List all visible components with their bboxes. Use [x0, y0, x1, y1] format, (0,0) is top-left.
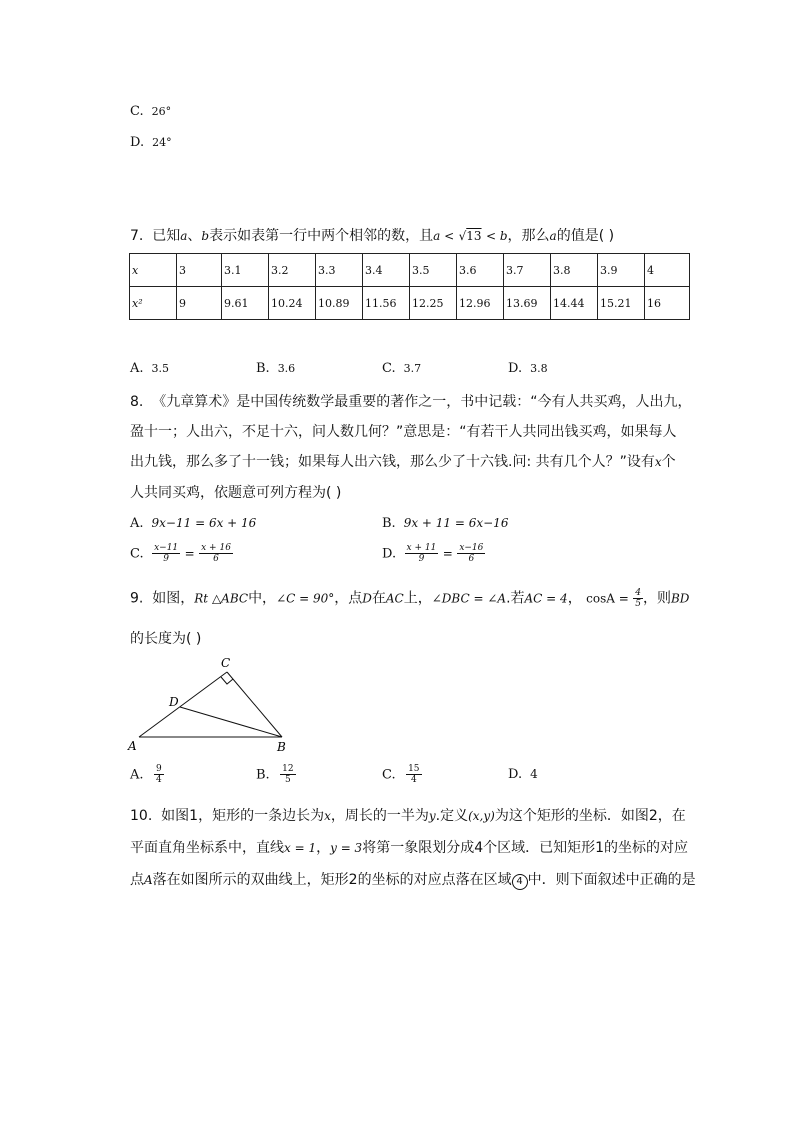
q8-option-d [382, 543, 485, 564]
table-cell: 3.5 [410, 254, 457, 287]
sqrt-symbol: √ [458, 229, 467, 243]
table-cell: 10.24 [269, 287, 316, 320]
denominator: 4 [410, 775, 417, 785]
label-b: B [277, 740, 286, 754]
q7-text: 的值是( ) [556, 228, 615, 244]
ac-value: AC = 4 [524, 591, 568, 606]
inequality-left: a < [433, 229, 455, 243]
q8-line-4: 人共同买鸡，依题意可列方程为( ) [130, 485, 342, 501]
q9-text: 中， [248, 590, 277, 607]
table-cell: 4 [645, 254, 690, 287]
denominator: 5 [635, 599, 641, 609]
q9-text: ，点 [334, 590, 363, 607]
fraction [405, 543, 439, 564]
table-cell: 3.6 [457, 254, 504, 287]
table-cell: 3.4 [363, 254, 410, 287]
option-value: 9x−11 = 6x + 16 [151, 516, 257, 530]
q9-text: ，则 [642, 590, 671, 607]
table-row [130, 254, 690, 287]
numerator: x−11 [154, 543, 179, 553]
option-label: D. [508, 361, 523, 376]
denominator: 6 [468, 554, 475, 564]
q10-text: 将第一象限划分成4个区域．已知矩形1的坐标的对应 [362, 840, 689, 856]
q9-line-2: 的长度为( ) [130, 631, 202, 647]
table-cell: 3.7 [504, 254, 551, 287]
q7-text: ，那么 [507, 228, 550, 244]
table-cell: 3.3 [316, 254, 363, 287]
q9-option-b [256, 764, 296, 785]
q9-option-c [382, 764, 422, 785]
var-a: a [180, 229, 188, 243]
squares-table [129, 253, 690, 320]
question-number: 9. [130, 590, 144, 607]
denominator: 6 [213, 554, 219, 564]
label-a: A [128, 739, 137, 753]
option-label: A. [130, 767, 144, 783]
q9-option-d [508, 766, 538, 782]
option-label: B. [256, 767, 270, 783]
option-label: D. [508, 767, 523, 782]
numerator: x + 16 [201, 543, 231, 553]
q8-text: 个 [661, 454, 676, 470]
q8-line-2: 盈十一；人出六，不足十六，问人数几何？”意思是：“有若干人共同出钱买鸡，如果每人 [130, 424, 677, 440]
q7-option-b [256, 360, 295, 376]
var-x: x [324, 809, 331, 823]
denominator: 9 [418, 554, 425, 564]
var-y: y [428, 809, 436, 823]
q9-text: ， [567, 590, 582, 607]
side-ac [139, 672, 227, 737]
denominator: 9 [163, 554, 169, 564]
sqrt-value: 13 [466, 229, 482, 243]
q10-line-2 [130, 838, 688, 858]
option-label: A. [130, 516, 144, 531]
fraction [280, 764, 295, 785]
q7-option-d [508, 360, 548, 376]
triangle-name: Rt △ABC [194, 591, 249, 606]
q8-text: 《九章算术》是中国传统数学最重要的著作之一，书中记载：“今有人共买鸡，人出九， [152, 394, 692, 410]
option-value: 3.8 [530, 362, 548, 375]
numerator: 12 [282, 764, 294, 774]
numerator: 15 [408, 764, 420, 774]
q10-text: ，周长的一半为 [330, 808, 429, 824]
option-value: 4 [530, 767, 538, 781]
var-x: x [654, 455, 662, 469]
numerator: x−16 [459, 543, 484, 553]
q10-text: 点 [130, 872, 144, 888]
q9-text: 上， [403, 590, 432, 607]
q9-text: 在 [371, 590, 386, 607]
option-label: B. [382, 516, 396, 531]
inequality-right: < b [485, 229, 508, 243]
numerator: 9 [155, 764, 162, 774]
q10-text: 如图1，矩形的一条边长为 [161, 808, 325, 824]
equals: = [184, 546, 195, 561]
table-cell: 3.8 [551, 254, 598, 287]
denominator: 4 [155, 775, 162, 785]
q7-option-a [130, 360, 169, 376]
fraction [457, 543, 485, 564]
equals: = [442, 546, 453, 561]
label-d: D [169, 695, 179, 709]
right-angle-mark [221, 677, 233, 684]
q6-option-c [130, 103, 171, 119]
q10-line-1 [130, 806, 686, 826]
cos-a: cosA = [586, 591, 629, 606]
denominator: 5 [285, 775, 291, 785]
q8-option-c [130, 543, 233, 564]
question-number: 7. [130, 228, 144, 244]
question-number: 10. [130, 808, 153, 824]
q10-text: .定义 [435, 808, 469, 824]
segment-bd: BD [670, 591, 690, 606]
table-cell: 12.96 [457, 287, 504, 320]
table-cell: 14.44 [551, 287, 598, 320]
q9-option-a [130, 764, 164, 785]
table-cell: 3 [177, 254, 222, 287]
side-bc [227, 672, 282, 737]
option-label: A. [130, 361, 144, 376]
var-b: b [201, 229, 210, 243]
q9-stem [130, 588, 689, 609]
option-label: C. [130, 546, 144, 562]
table-cell: 13.69 [504, 287, 551, 320]
table-cell: x [130, 254, 177, 287]
q7-option-c [382, 360, 421, 376]
q8-line-3 [130, 452, 676, 472]
q10-line-3 [130, 870, 696, 890]
q8-line-1 [130, 392, 692, 412]
angle-dbc: ∠DBC = ∠A [431, 591, 507, 606]
q8-text: 出九钱，那么多了十一钱；如果每人出六钱，那么少了十六钱.问: 共有几个人？”设有 [130, 454, 655, 470]
q7-text: 已知 [152, 228, 181, 244]
segment-ac: AC [385, 591, 404, 606]
option-value: 3.6 [277, 362, 296, 375]
option-label: C. [382, 767, 396, 783]
q7-stem [130, 226, 614, 246]
region-circle-icon: 4 [512, 874, 528, 890]
numerator: 4 [635, 588, 641, 598]
q10-text: 为这个矩形的坐标．如图2，在 [494, 808, 686, 824]
q6-option-d [130, 134, 172, 150]
q10-text: 平面直角坐标系中，直线 [130, 840, 284, 856]
table-cell: 10.89 [316, 287, 363, 320]
option-value: 26° [151, 105, 172, 118]
q10-text: 落在如图所示的双曲线上，矩形2的坐标的对应点落在区域 [152, 872, 512, 888]
var-a: a [549, 229, 557, 243]
table-cell: 12.25 [410, 287, 457, 320]
line-y-3: y = 3 [330, 841, 363, 855]
q9-text: 如图， [152, 590, 195, 607]
question-number: 8. [130, 394, 144, 410]
option-label: D. [130, 135, 145, 150]
q8-option-a [130, 515, 256, 531]
option-value: 24° [152, 136, 172, 149]
fraction [154, 764, 164, 785]
option-label: B. [256, 361, 270, 376]
table-row [130, 287, 690, 320]
point-a: A [144, 873, 153, 887]
table-cell: 11.56 [363, 287, 410, 320]
segment-db [180, 707, 282, 737]
fraction [633, 588, 643, 609]
fraction [152, 543, 180, 564]
q7-text: 、 [187, 228, 202, 244]
option-value: 9x + 11 = 6x−16 [403, 516, 509, 530]
line-x-1: x = 1 [284, 841, 317, 855]
table-cell: 3.2 [269, 254, 316, 287]
q9-text: .若 [506, 590, 525, 607]
option-label: C. [130, 104, 144, 119]
option-label: C. [382, 361, 396, 376]
table-cell: x² [130, 287, 177, 320]
label-c: C [221, 656, 231, 670]
q7-text: 表示如表第一行中两个相邻的数，且 [209, 228, 434, 244]
option-label: D. [382, 546, 397, 562]
triangle-figure [125, 652, 300, 754]
table-cell: 16 [645, 287, 690, 320]
q8-option-b [382, 515, 508, 531]
coordinate-xy: (x,y) [468, 809, 495, 823]
option-value: 3.7 [403, 362, 422, 375]
angle-c: ∠C = 90° [276, 591, 335, 606]
table-cell: 3.9 [598, 254, 645, 287]
table-cell: 9 [177, 287, 222, 320]
numerator: x + 11 [406, 543, 437, 553]
table-cell: 15.21 [598, 287, 645, 320]
q10-text: 中．则下面叙述中正确的是 [527, 872, 696, 888]
table-cell: 3.1 [222, 254, 269, 287]
table-cell: 9.61 [222, 287, 269, 320]
fraction [199, 543, 233, 564]
point-d: D [362, 591, 372, 606]
q10-text: ， [316, 840, 331, 856]
option-value: 3.5 [151, 362, 170, 375]
fraction [406, 764, 421, 785]
